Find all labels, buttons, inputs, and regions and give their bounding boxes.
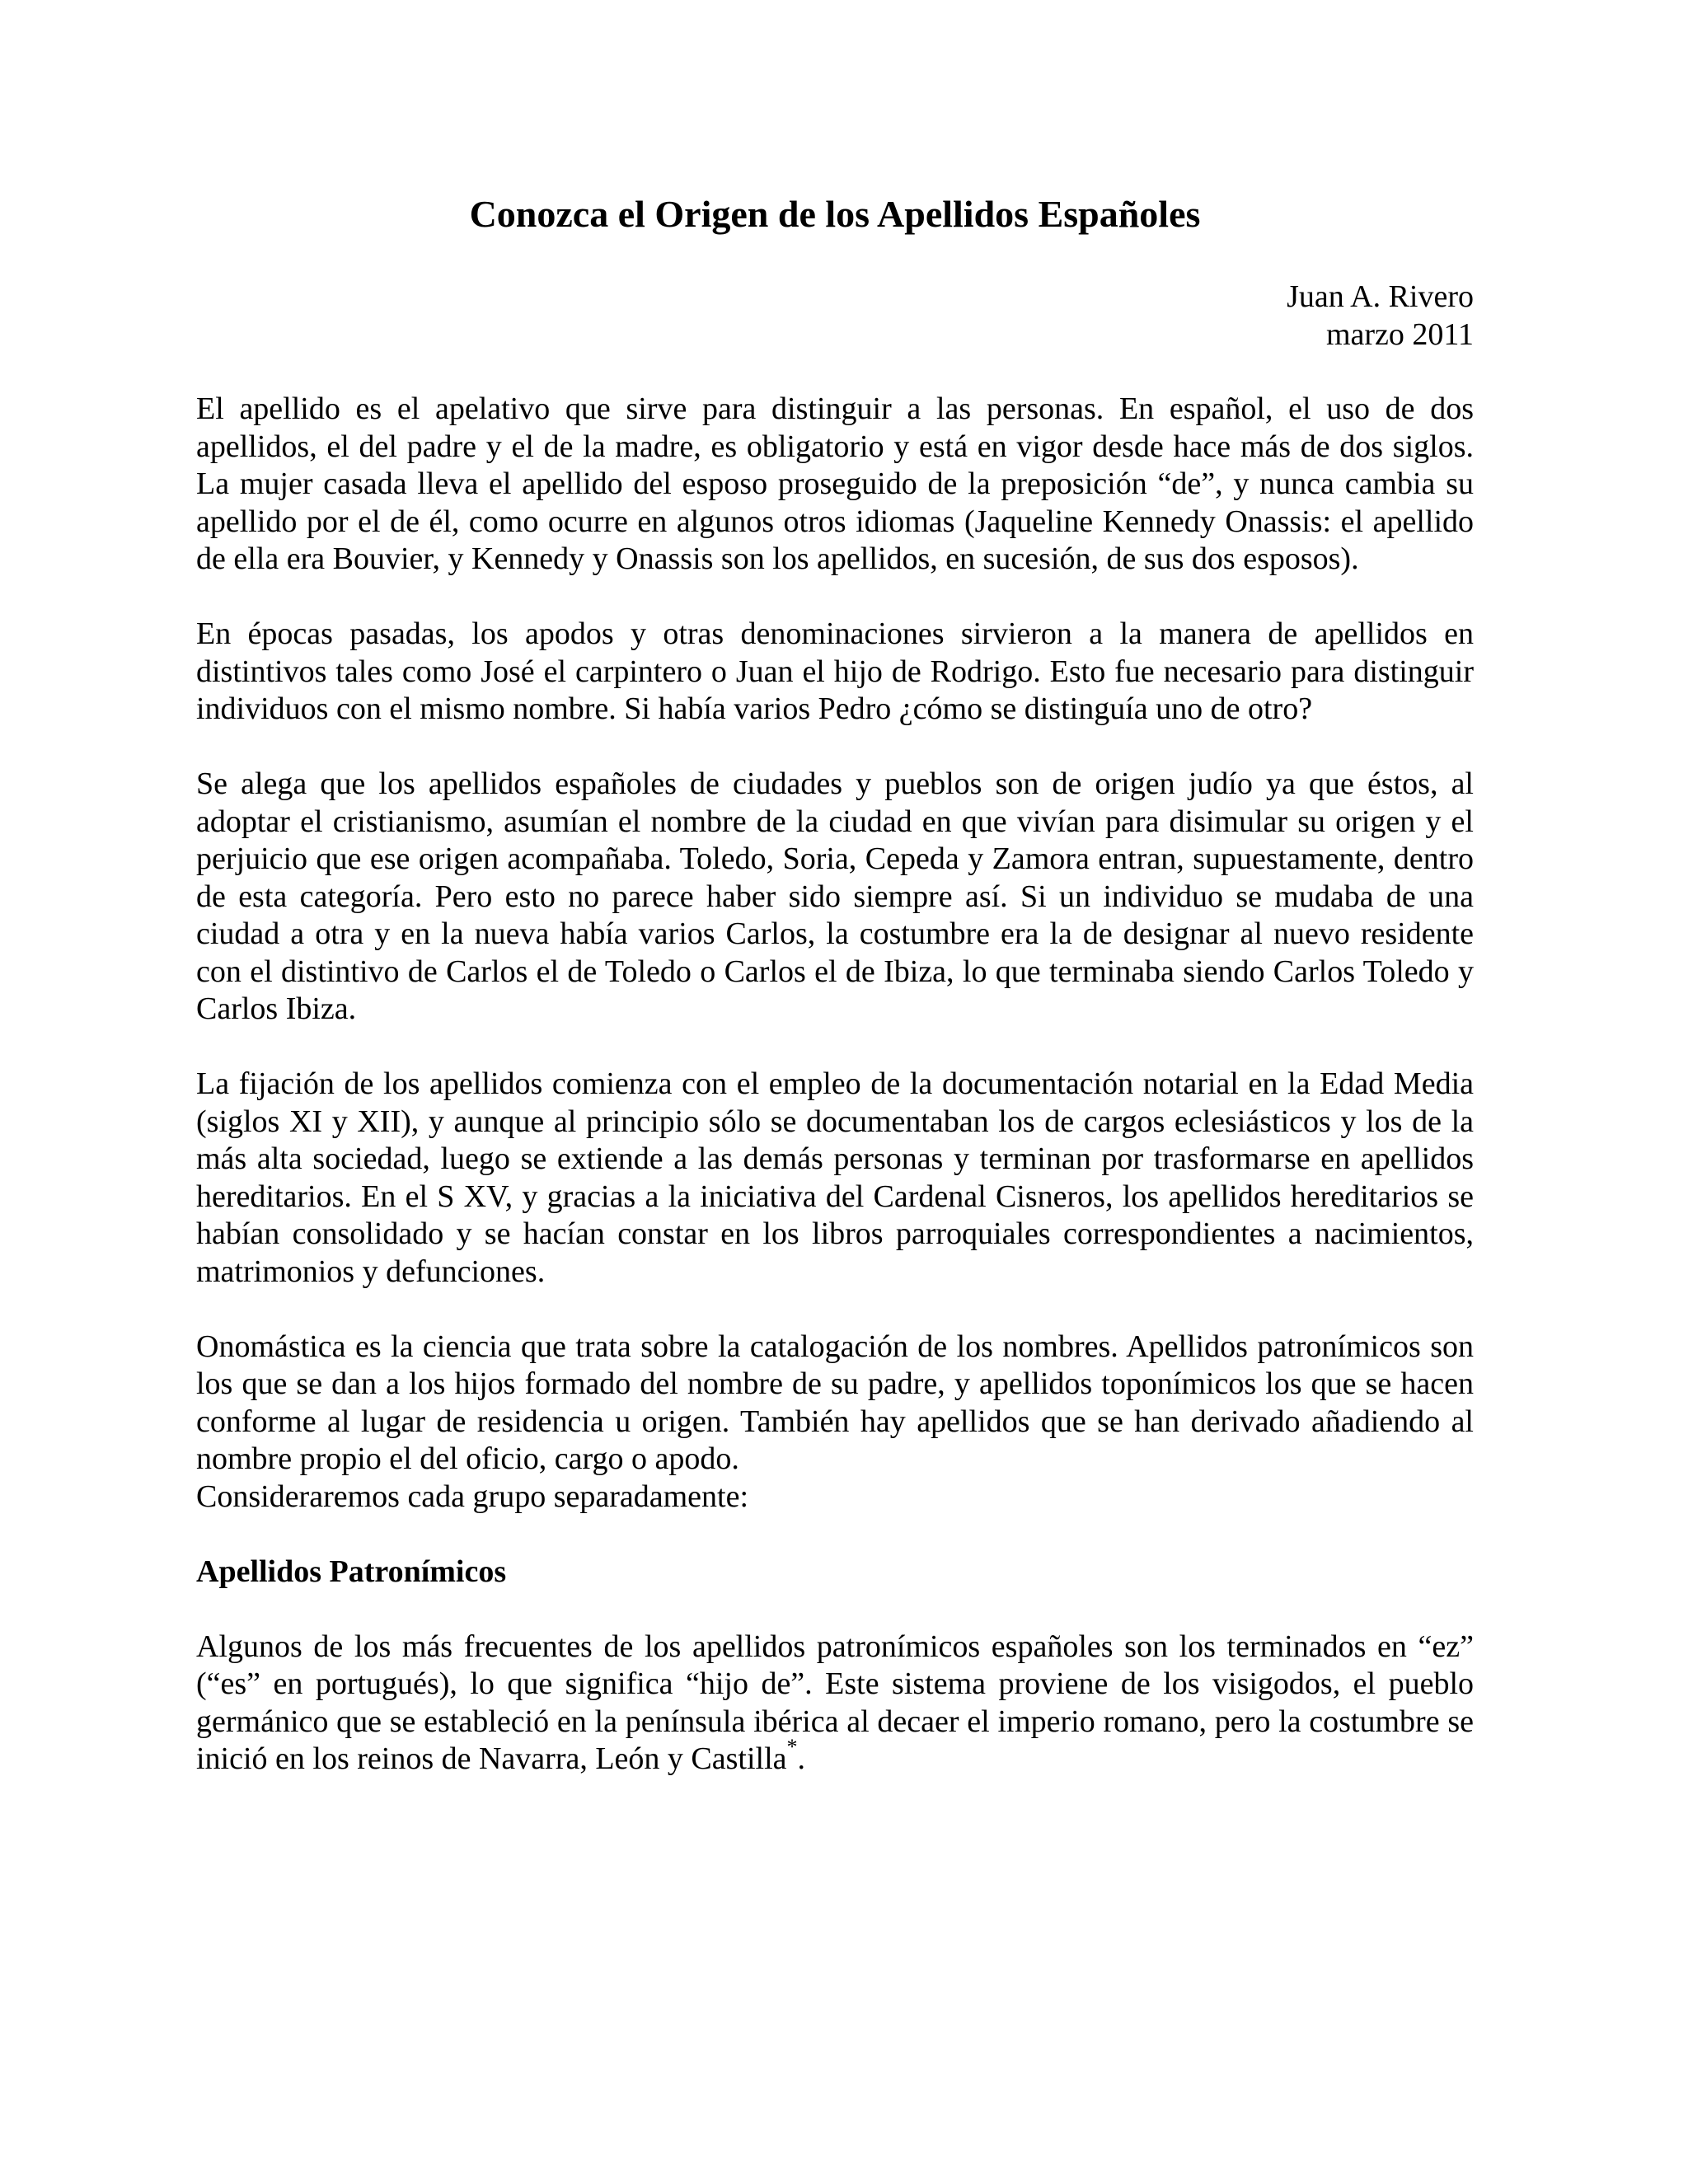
section-paragraph-text: Algunos de los más frecuentes de los apellidos patronímicos españoles son los terminados en “ez” (“es” en portugués), lo que significa “hijo de”. Este sistema proviene de los visigodos, el pueblo germánico que se estableció en la península ibérica al decaer el imperio romano, pero la costumbre se inició en los reinos de Navarra, León y Castilla	[196, 1629, 1474, 1776]
section-paragraph	[196, 1629, 1474, 1779]
paragraph-2: En épocas pasadas, los apodos y otras denominaciones sirvieron a la manera de apellidos en distintivos tales como José el carpintero o Juan el hijo de Rodrigo. Esto fue necesario para distinguir individuos con el mismo nombre. Si había varios Pedro ¿cómo se distinguía uno de otro?	[196, 616, 1474, 726]
paragraph-3: Se alega que los apellidos españoles de ciudades y pueblos son de origen judío ya que éstos, al adoptar el cristianismo, asumían el nombre de la ciudad en que vivían para disimular su origen y el perjuicio que ese origen acompañaba. Toledo, Soria, Cepeda y Zamora entran, supuestamente, dentro de esta categoría. Pero esto no parece haber sido siempre así. Si un individuo se mudaba de una ciudad a otra y en la nueva había varios Carlos, la costumbre era la de designar al nuevo residente con el distintivo de Carlos el de Toledo o Carlos el de Ibiza, lo que terminaba siendo Carlos Toledo y Carlos Ibiza.	[196, 766, 1474, 1026]
document-date: marzo 2011	[1325, 316, 1474, 352]
document-page	[196, 191, 1474, 1816]
document-title: Conozca el Origen de los Apellidos Españoles	[469, 193, 1201, 235]
author-name: Juan A. Rivero	[1287, 279, 1474, 314]
paragraph-4: La fijación de los apellidos comienza con el empleo de la documentación notarial en la Edad Media (siglos XI y XII), y aunque al principio sólo se documentaban los de cargos eclesiásticos y los de la más alta sociedad, luego se extiende a las demás personas y terminan por trasformarse en apellidos hereditarios. En el S XV, y gracias a la iniciativa del Cardenal Cisneros, los apellidos hereditarios se habían consolidado y se hacían constar en los libros parroquiales correspondientes a nacimientos, matrimonios y defunciones.	[196, 1066, 1474, 1289]
paragraph-1: El apellido es el apelativo que sirve para distinguir a las personas. En español, el uso de dos apellidos, el del padre y el de la madre, es obligatorio y está en vigor desde hace más de dos siglos. La mujer casada lleva el apellido del esposo proseguido de la preposición “de”, y nunca cambia su apellido por el de él, como ocurre en algunos otros idiomas (Jaqueline Kennedy Onassis: el apellido de ella era Bouvier, y Kennedy y Onassis son los apellidos, en sucesión, de sus dos esposos).	[196, 391, 1474, 576]
section-heading: Apellidos Patronímicos	[196, 1554, 507, 1589]
closing-line: Consideraremos cada grupo separadamente:	[196, 1479, 749, 1514]
paragraph-5: Onomástica es la ciencia que trata sobre la catalogación de los nombres. Apellidos patronímicos son los que se dan a los hijos formado del nombre de su padre, y apellidos toponímicos los que se hacen conforme al lugar de residencia u origen. También hay apellidos que se han derivado añadiendo al nombre propio el del oficio, cargo o apodo.	[196, 1329, 1474, 1476]
section-paragraph-end: .	[797, 1741, 806, 1776]
footnote-mark: *	[786, 1735, 798, 1759]
